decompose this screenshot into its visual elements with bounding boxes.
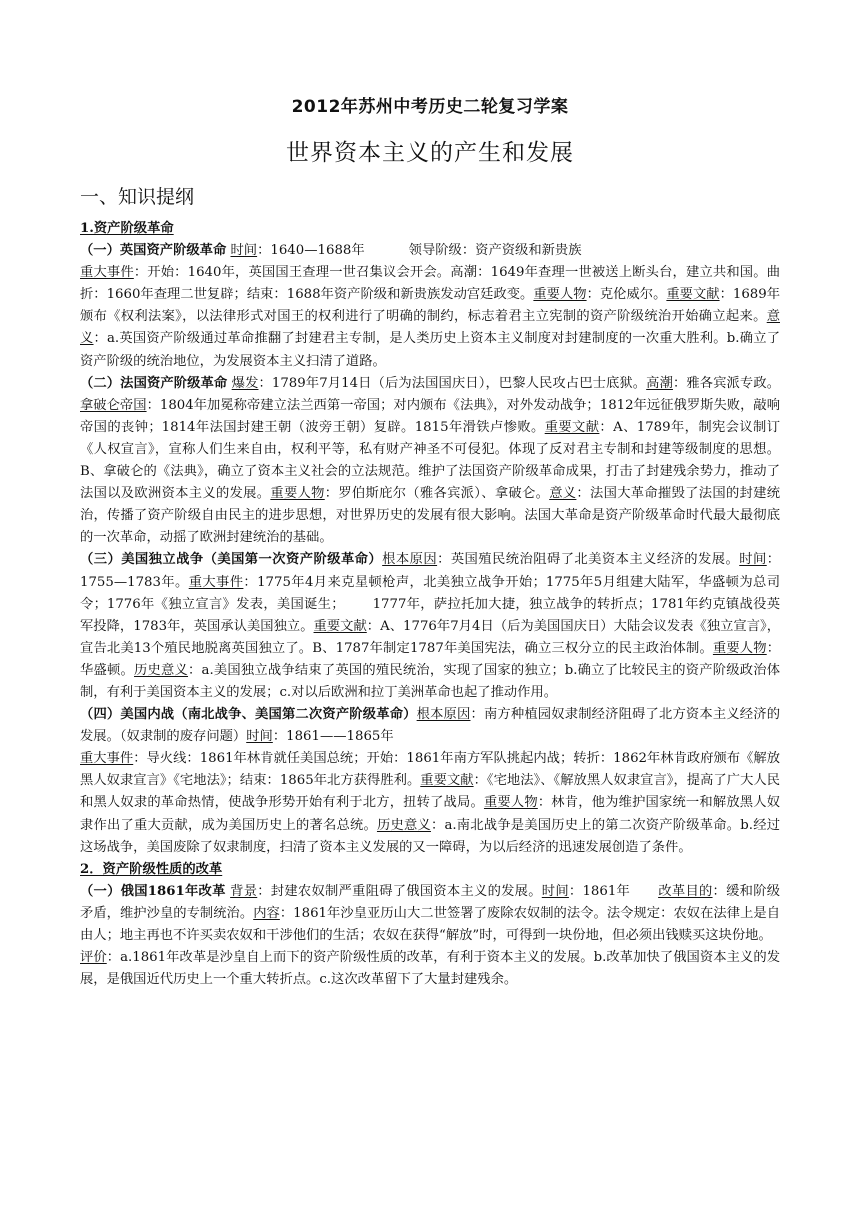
doc-subtitle: 世界资本主义的产生和发展 — [286, 140, 574, 166]
usa-civilwar-para: （四）美国内战（南北战争、美国第二次资产阶级革命）根本原因：南方种植园奴隶制经济阻碍了北方资本主义经济的发展。（奴隶制的废存问题）时间：1861——1865年 — [80, 707, 781, 745]
england-body: 重大事件：开始：1640年，英国国王查理一世召集议会开会。高潮：1649年查理一世被送上断头台，建立共和国。曲折：1660年查理二世复辟；结束：1688年资产阶级和新贵族发动宫廷政变。重要人物：克伦威尔。重要文献：1689年颁布《权利法案》，以法律形式对国王的权利进行了明确的制约，标志着君主立宪制的资产阶级统治开始确立起来。意义：a.英国资产阶级通过革命推翻了封建君主专制，是人类历史上资本主义制度对封建制度的一次重大胜利。b.确立了资产阶级的统治地位，为发展资本主义扫清了道路。 — [80, 265, 781, 369]
usa-independence-para: （三）美国独立战争（美国第一次资产阶级革命）根本原因：英国殖民统治阻碍了北美资本主义经济的发展。时间：1755—1783年。重大事件：1775年4月来克星顿枪声，北美独立战争开始；1775年5月组建大陆军，华盛顿为总司令；1776年《独立宣言》发表，美国诞生； 1777年，萨拉托加大捷，独立战争的转折点；1781年约克镇战役英军投降，1783年，英国承认美国独立。重要文献：A、1776年7月4日（后为美国国庆日）大陆会议发表《独立宣言》，宣告北美13个殖民地脱离英国独立了。B、1787年制定1787年美国宪法，确立三权分立的民主政治体制。重要人物：华盛顿。历史意义：a.美国独立战争结束了英国的殖民统治，实现了国家的独立；b.确立了比较民主的资产阶级政治体制，有利于美国资本主义的发展；c.对以后欧洲和拉丁美洲革命也起了推动作用。 — [80, 552, 781, 700]
usa-independence-title: （三）美国独立战争（美国第一次资产阶级革命） — [80, 552, 383, 568]
russia-para: （一）俄国1861年改革 背景：封建农奴制严重阻碍了俄国资本主义的发展。时间：1861年 改革目的：缓和阶级矛盾，维护沙皇的专制统治。内容：1861年沙皇亚历山大二世签署了废除农奴制的法令。法令规定：农奴在法律上是自由人；地主再也不许买卖农奴和干涉他们的生活；农奴在获得“解放”时，可得到一块份地，但必须出钱赎买这块份地。 — [80, 883, 781, 943]
russia-eval: 评价：a.1861年改革是沙皇自上而下的资产阶级性质的改革，有利于资本主义的发展。b.改革加快了俄国资本主义的发展，是俄国近代历史上一个重大转折点。c.这次改革留下了大量封建残余。 — [80, 950, 780, 988]
part1-heading: 1.资产阶级革命 — [80, 221, 174, 236]
doc-title: 2012年苏州中考历史二轮复习学案 — [291, 97, 569, 117]
document-body — [80, 218, 780, 991]
england-leader: 领导阶级：资产资级和新贵族 — [408, 243, 582, 259]
russia-title: （一）俄国1861年改革 — [80, 883, 226, 899]
usa-civilwar-body: 重大事件：导火线：1861年林肯就任美国总统；开始：1861年南方军队挑起内战；转折：1862年林肯政府颁布《解放黑人奴隶宣言》《宅地法》；结束：1865年北方获得胜利。重要文献：《宅地法》、《解放黑人奴隶宣言》，提高了广大人民和黑人奴隶的革命热情，使战争形势开始有利于北方，扭转了战局。重要人物：林肯，他为维护国家统一和解放黑人奴隶作出了重大贡献，成为美国历史上的著名总统。历史意义：a.南北战争是美国历史上的第二次资产阶级革命。b.经过这场战争，美国废除了奴隶制度，扫清了资本主义发展的又一障碍，为以后经济的迅速发展创造了条件。 — [80, 751, 781, 855]
section-heading-outline: 一、知识提纲 — [80, 186, 195, 208]
england-time-label: 时间 — [230, 243, 258, 259]
england-title: （一）英国资产阶级革命 — [80, 243, 227, 259]
usa-civilwar-title: （四）美国内战（南北战争、美国第二次资产阶级革命） — [80, 707, 417, 723]
france-para: （二）法国资产阶级革命 爆发：1789年7月14日（后为法国国庆日），巴黎人民攻占巴士底狱。高潮：雅各宾派专政。拿破仑帝国：1804年加冕称帝建立法兰西第一帝国；对内颁布《法典》，对外发动战争；1812年远征俄罗斯失败，敲响帝国的丧钟；1814年法国封建王朝（波旁王朝）复辟。1815年滑铁卢惨败。重要文献：A、1789年，制宪会议制订《人权宣言》，宣称人们生来自由，权利平等，私有财产神圣不可侵犯。体现了反对君主专制和封建等级制度的思想。B、拿破仑的《法典》，确立了资本主义社会的立法规范。维护了法国资产阶级革命成果，打击了封建残余势力，推动了法国以及欧洲资本主义的发展。重要人物：罗伯斯庇尔（雅各宾派）、拿破仑。意义：法国大革命摧毁了法国的封建统治，传播了资产阶级自由民主的进步思想，对世界历史的发展有很大影响。法国大革命是资产阶级革命时代最大最彻底的一次革命，动摇了欧洲封建统治的基础。 — [80, 375, 781, 546]
france-title: （二）法国资产阶级革命 — [80, 375, 228, 391]
england-para: （一）英国资产阶级革命 时间：1640—1688年 领导阶级：资产资级和新贵族 — [80, 243, 582, 259]
part2-heading: 2．资产阶级性质的改革 — [80, 861, 223, 877]
